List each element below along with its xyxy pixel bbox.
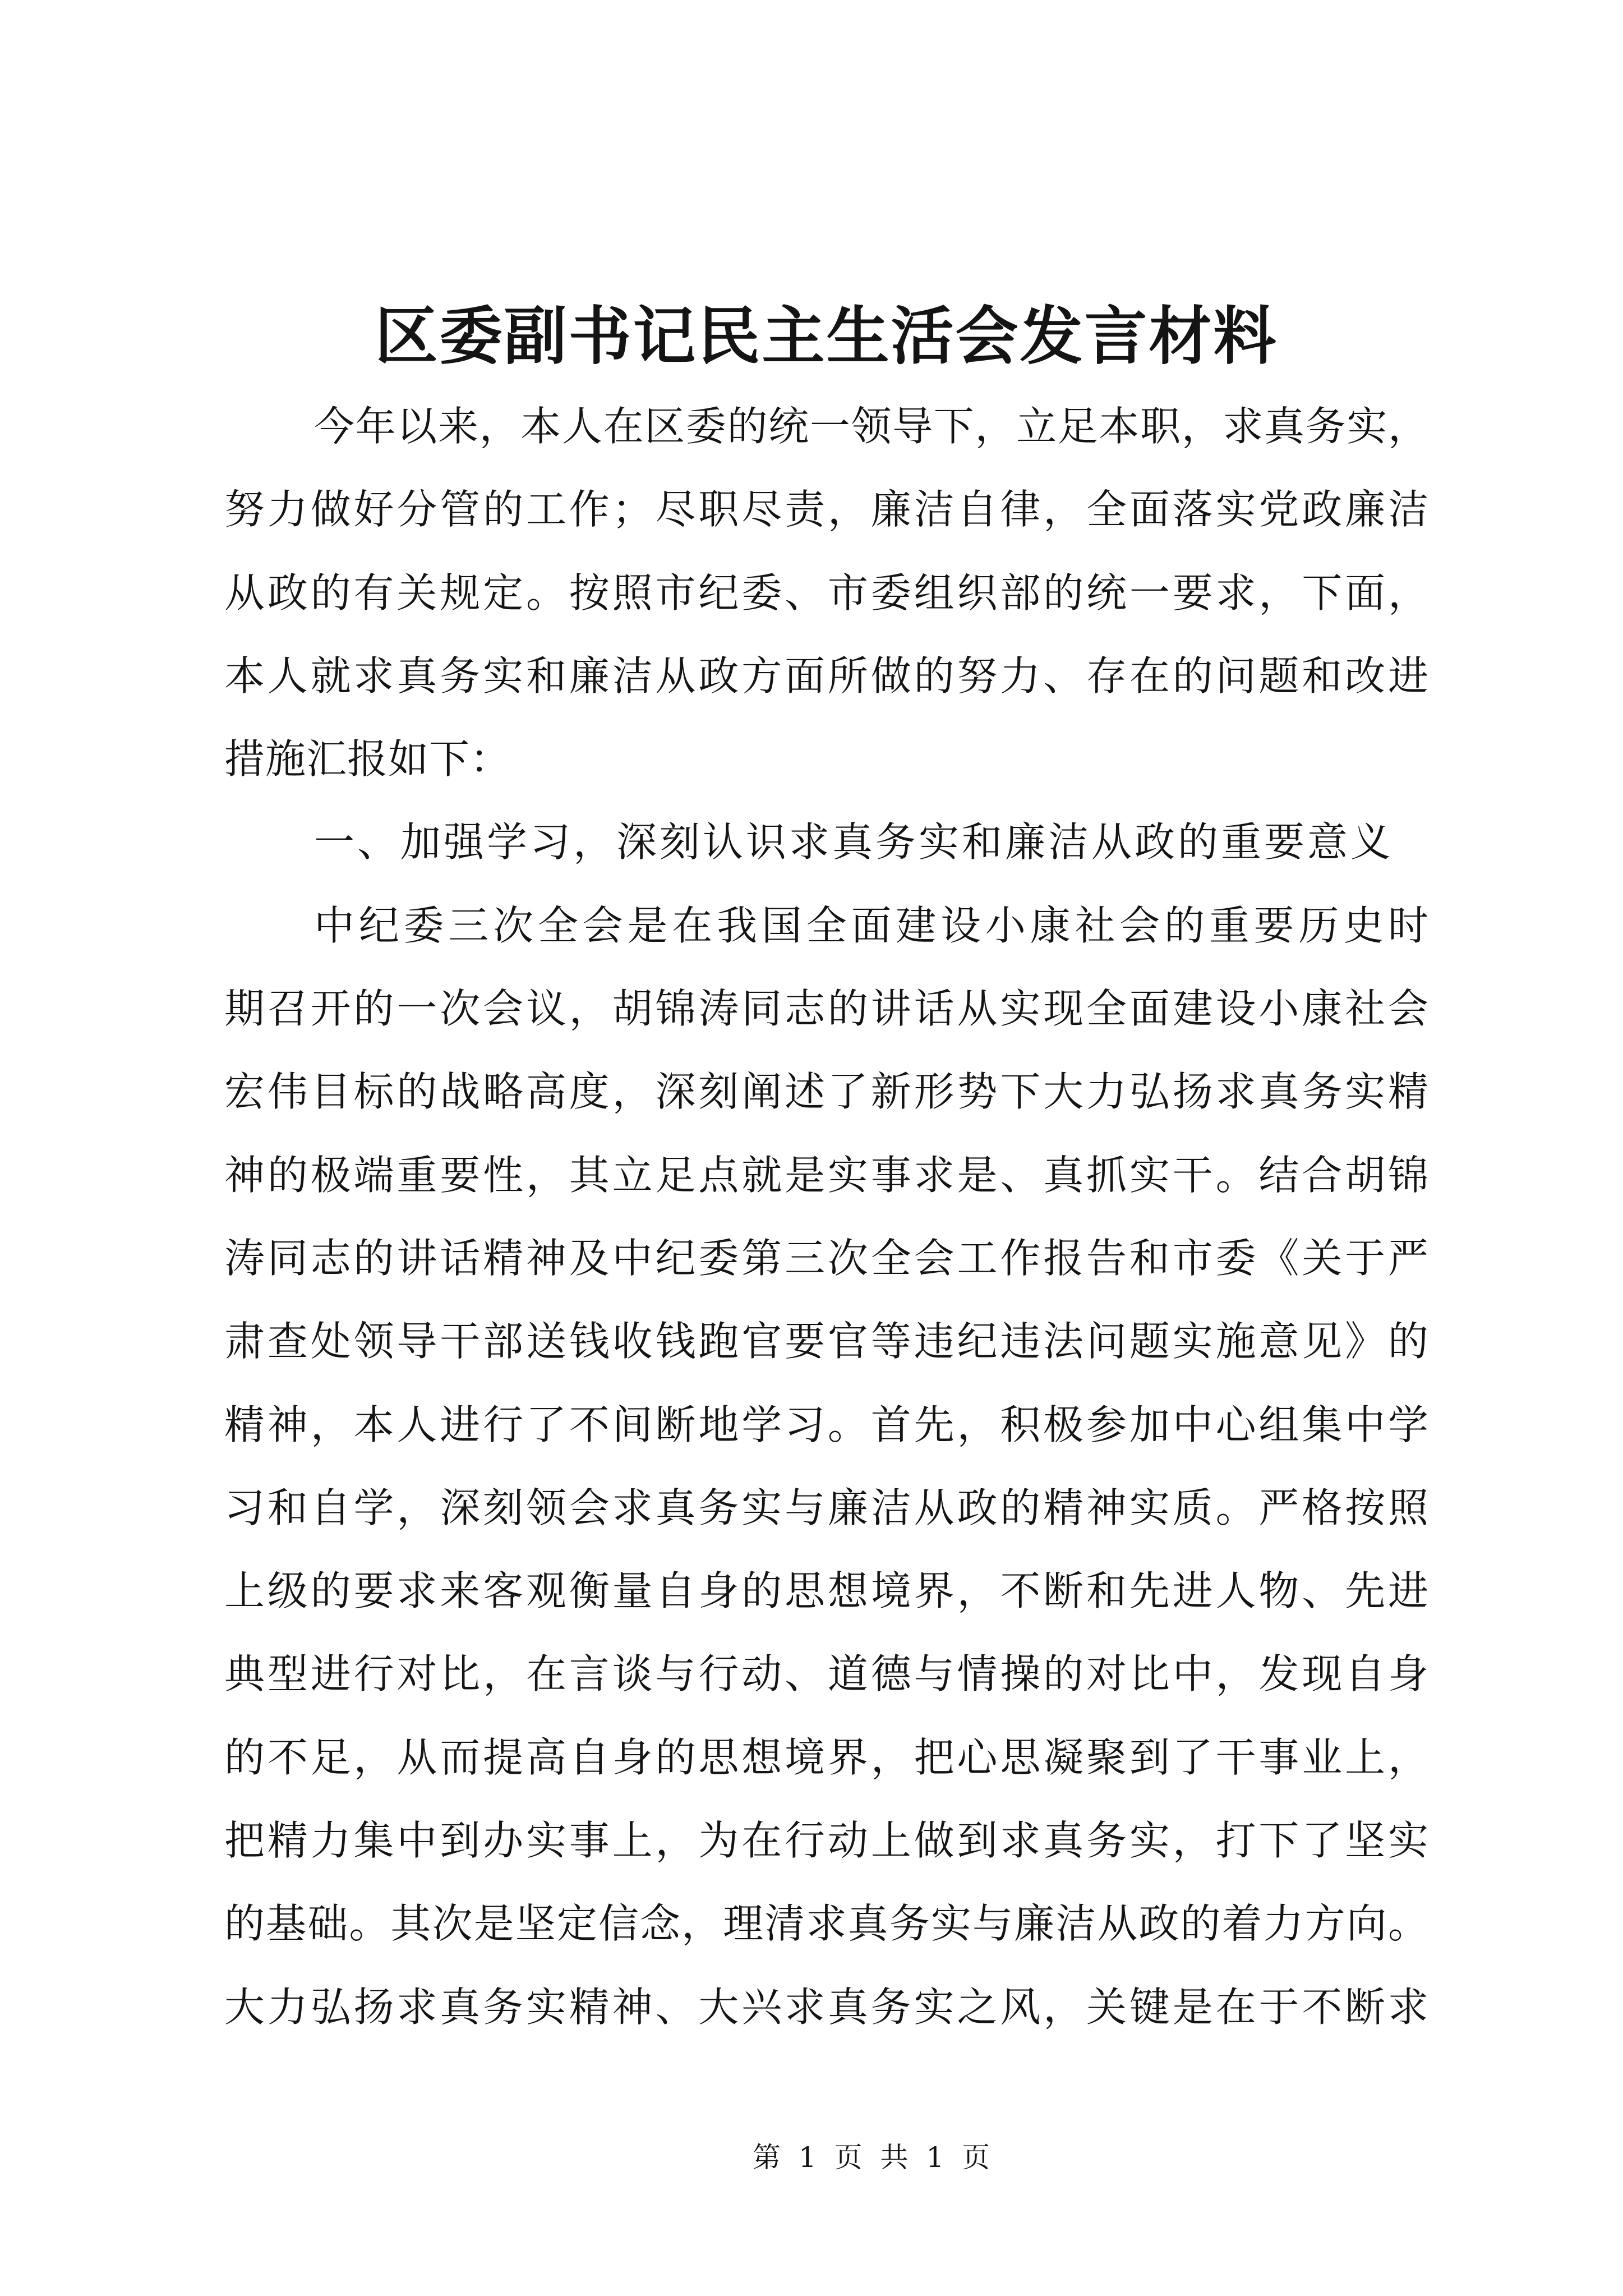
section-body-paragraph — [224, 884, 1428, 2049]
paragraph-line: 大力弘扬求真务实精神、大兴求真务实之风，关键是在于不断求 — [224, 1983, 1428, 2031]
paragraph-line: 本人就求真务实和廉洁从政方面所做的努力、存在的问题和改进 — [224, 652, 1428, 700]
paragraph-line: 神的极端重要性，其立足点就是实事求是、真抓实干。结合胡锦 — [224, 1151, 1428, 1199]
document-title: 区委副书记民主生活会发言材料 — [375, 300, 1278, 373]
paragraph-line: 中纪委三次全会是在我国全面建设小康社会的重要历史时 — [314, 901, 1428, 949]
paragraph-line: 的不足，从而提高自身的思想境界，把心思凝聚到了干事业上， — [224, 1733, 1428, 1781]
paragraph-line: 把精力集中到办实事上，为在行动上做到求真务实，打下了坚实 — [224, 1817, 1428, 1865]
paragraph-line: 期召开的一次会议，胡锦涛同志的讲话从实现全面建设小康社会 — [224, 985, 1428, 1033]
paragraph-line: 典型进行对比，在言谈与行动、道德与情操的对比中，发现自身 — [224, 1650, 1428, 1698]
paragraph-line: 精神，本人进行了不间断地学习。首先，积极参加中心组集中学 — [224, 1401, 1428, 1448]
page-footer: 第 1 页 共 1 页 — [753, 2141, 995, 2174]
document-body — [224, 385, 1428, 2049]
paragraph-line: 习和自学，深刻领会求真务实与廉洁从政的精神实质。严格按照 — [224, 1484, 1428, 1531]
paragraph-line: 措施汇报如下： — [224, 735, 511, 783]
paragraph-line: 今年以来，本人在区委的统一领导下，立足本职，求真务实， — [314, 403, 1428, 450]
intro-paragraph — [224, 385, 1428, 800]
paragraph-line: 努力做好分管的工作；尽职尽责，廉洁自律，全面落实党政廉洁 — [224, 486, 1428, 533]
paragraph-line: 宏伟目标的战略高度，深刻阐述了新形势下大力弘扬求真务实精 — [224, 1068, 1428, 1116]
paragraph-line: 从政的有关规定。按照市纪委、市委组织部的统一要求，下面， — [224, 569, 1428, 616]
paragraph-line: 的基础。其次是坚定信念，理清求真务实与廉洁从政的着力方向。 — [224, 1900, 1428, 1948]
paragraph-line: 肃查处领导干部送钱收钱跑官要官等违纪违法问题实施意见》的 — [224, 1318, 1428, 1365]
section-heading: 一、加强学习，深刻认识求真务实和廉洁从政的重要意义 — [314, 818, 1394, 866]
paragraph-line: 涛同志的讲话精神及中纪委第三次全会工作报告和市委《关于严 — [224, 1234, 1428, 1282]
paragraph-line: 上级的要求来客观衡量自身的思想境界，不断和先进人物、先进 — [224, 1567, 1428, 1615]
